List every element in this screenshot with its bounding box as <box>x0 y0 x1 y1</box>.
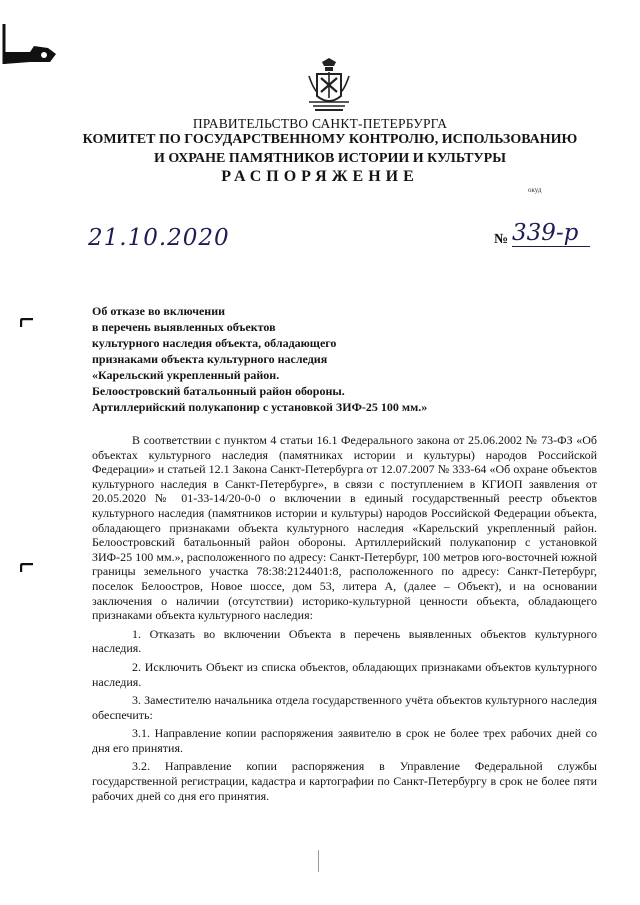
subject-line: «Карельский укрепленный район. <box>92 368 280 382</box>
item-2-paragraph: 2. Исключить Объект из списка объектов, обладающих признаками объектов культурного наследия. <box>92 659 597 689</box>
item-3-paragraph: 3. Заместителю начальника отдела государственного учёта объектов культурного наследия обеспечить: <box>92 693 597 722</box>
coat-of-arms-icon <box>305 58 353 114</box>
item-3-1-paragraph: 3.1. Направление копии распоряжения заявителю в срок не более трех рабочих дней со дня его принятия. <box>92 726 597 755</box>
subject-line: культурного наследия объекта, обладающего <box>92 336 337 350</box>
subject-line: Артиллерийский полукапонир с установкой ЗИФ-25 100 мм.» <box>92 400 428 414</box>
committee-line-2: И ОХРАНЕ ПАМЯТНИКОВ ИСТОРИИ И КУЛЬТУРЫ <box>154 151 506 166</box>
document-subject <box>92 303 512 415</box>
corner-mark-icon <box>20 318 34 328</box>
scan-mark <box>318 850 319 872</box>
subject-line: Белоостровский батальонный район обороны. <box>92 384 345 398</box>
government-name: ПРАВИТЕЛЬСТВО САНКТ-ПЕТЕРБУРГА <box>192 116 448 131</box>
order-number: 339-р <box>512 220 579 246</box>
committee-name <box>80 130 580 168</box>
document-body <box>92 433 597 803</box>
committee-line-1: КОМИТЕТ ПО ГОСУДАРСТВЕННОМУ КОНТРОЛЮ, ИСПОЛЬЗОВАНИЮ <box>82 132 578 147</box>
subject-line: Об отказе во включении <box>92 304 226 318</box>
corner-mark-icon <box>20 563 34 573</box>
order-number-underline <box>512 246 590 247</box>
item-3-2-paragraph: 3.2. Направление копии распоряжения в Управление Федеральной службы государственной регистрации, кадастра и картографии по Санкт-Петербургу в срок не более пяти рабочих дней со дня его принятия. <box>92 759 597 803</box>
order-date: 21.10.2020 <box>88 225 230 251</box>
okud-code: окуд <box>528 186 542 194</box>
subject-line: признаками объекта культурного наследия <box>92 352 328 366</box>
subject-line: в перечень выявленных объектов <box>92 320 276 334</box>
scan-stamp-icon <box>0 22 62 66</box>
item-1-paragraph: 1. Отказать во включении Объекта в перечень выявленных объектов культурного наследия. <box>92 626 597 656</box>
body-intro-paragraph: В соответствии с пунктом 4 статьи 16.1 Федерального закона от 25.06.2002 № 73-ФЗ «Об объектах культурного наследия (памятниках истории и культуры) народов Российской Федерации» и статьей 12.1 Закона Санкт-Петербурга от 12.07.2007 № 333-64 «Об охране объектов культурного наследия в Санкт-Петербурге», в связи с поступлением в КГИОП заявления от 20.05.2020 № 01-33-14/20-0-0 о включении в единый государственный реестр объектов культурного наследия (памятников истории и культуры) народов Российской Федерации объекта, обладающего признаками объекта культурного наследия «Карельский укрепленный район. Белоостровский батальонный район обороны. Артиллерийский полукапонир с установкой ЗИФ-25 100 мм.», расположенного по адресу: Санкт-Петербург, 100 метров юго-восточней южной границы земельного участка 78:38:2124401:8, расположенного по адресу: Санкт-Петербург, поселок Белоостров, Новое шоссе, дом 53, литера А, (далее – Объект), и на основании заключения о наличии (отсутствии) историко-культурной ценности объекта, обладающего признаками объекта культурного наследия: <box>92 433 597 623</box>
order-number-label: № <box>494 232 509 247</box>
document-type: РАСПОРЯЖЕНИЕ <box>221 168 419 185</box>
